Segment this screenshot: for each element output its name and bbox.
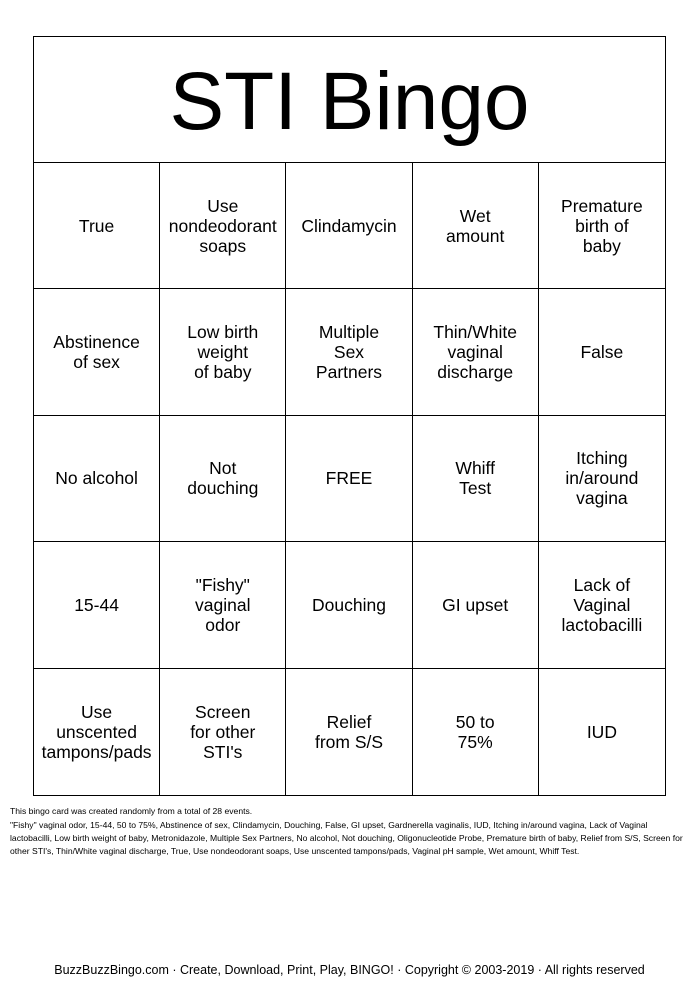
bingo-cell: GI upset: [413, 542, 539, 668]
bingo-cell: Thin/White vaginal discharge: [413, 289, 539, 415]
bingo-cell: Clindamycin: [286, 163, 412, 289]
bingo-cell: Lack of Vaginal lactobacilli: [539, 542, 665, 668]
page-footer: BuzzBuzzBingo.com · Create, Download, Print, Play, BINGO! · Copyright © 2003-2019 · All rights reserved: [54, 963, 645, 977]
free-space-cell: FREE: [286, 416, 412, 542]
bingo-cell: Whiff Test: [413, 416, 539, 542]
bingo-cell: False: [539, 289, 665, 415]
bingo-cell: Use nondeodorant soaps: [160, 163, 286, 289]
bingo-cell: No alcohol: [34, 416, 160, 542]
bingo-cell: Low birth weight of baby: [160, 289, 286, 415]
bingo-cell: "Fishy" vaginal odor: [160, 542, 286, 668]
bingo-cell: Relief from S/S: [286, 669, 412, 795]
bingo-cell: Multiple Sex Partners: [286, 289, 412, 415]
bingo-cell: 15-44: [34, 542, 160, 668]
bingo-cell: 50 to 75%: [413, 669, 539, 795]
card-title: STI Bingo: [34, 37, 665, 163]
bingo-cell: Itching in/around vagina: [539, 416, 665, 542]
bingo-cell: Douching: [286, 542, 412, 668]
bingo-grid: [34, 163, 665, 795]
bingo-cell: Wet amount: [413, 163, 539, 289]
bingo-cell: IUD: [586, 721, 617, 742]
event-list-text: "Fishy" vaginal odor, 15-44, 50 to 75%, Abstinence of sex, Clindamycin, Douching, False, GI upset, Gardnerella vaginalis, IUD, Itching in/around vagina, Lack of Vaginal lactobacilli, Low birth weight of baby, Metronidazole, Multiple Sex Partners, No alcohol, Not douching, Oligonucleotide Probe, Premature birth of baby, Relief from S/S, Screen for other STI's, Thin/White vaginal discharge, True, Use nondeodorant soaps, Use unscented tampons/pads, Vaginal pH sample, Wet amount, Whiff Test.: [10, 820, 683, 856]
bingo-cell: Not douching: [160, 416, 286, 542]
bingo-cell: Use unscented tampons/pads: [34, 669, 160, 795]
bingo-card: [33, 36, 666, 796]
bingo-cell: Abstinence of sex: [34, 289, 160, 415]
bingo-cell: Premature birth of baby: [539, 163, 665, 289]
bingo-cell: Screen for other STI's: [160, 669, 286, 795]
bingo-cell: True: [34, 163, 160, 289]
card-info-text: This bingo card was created randomly from a total of 28 events.: [10, 806, 253, 816]
